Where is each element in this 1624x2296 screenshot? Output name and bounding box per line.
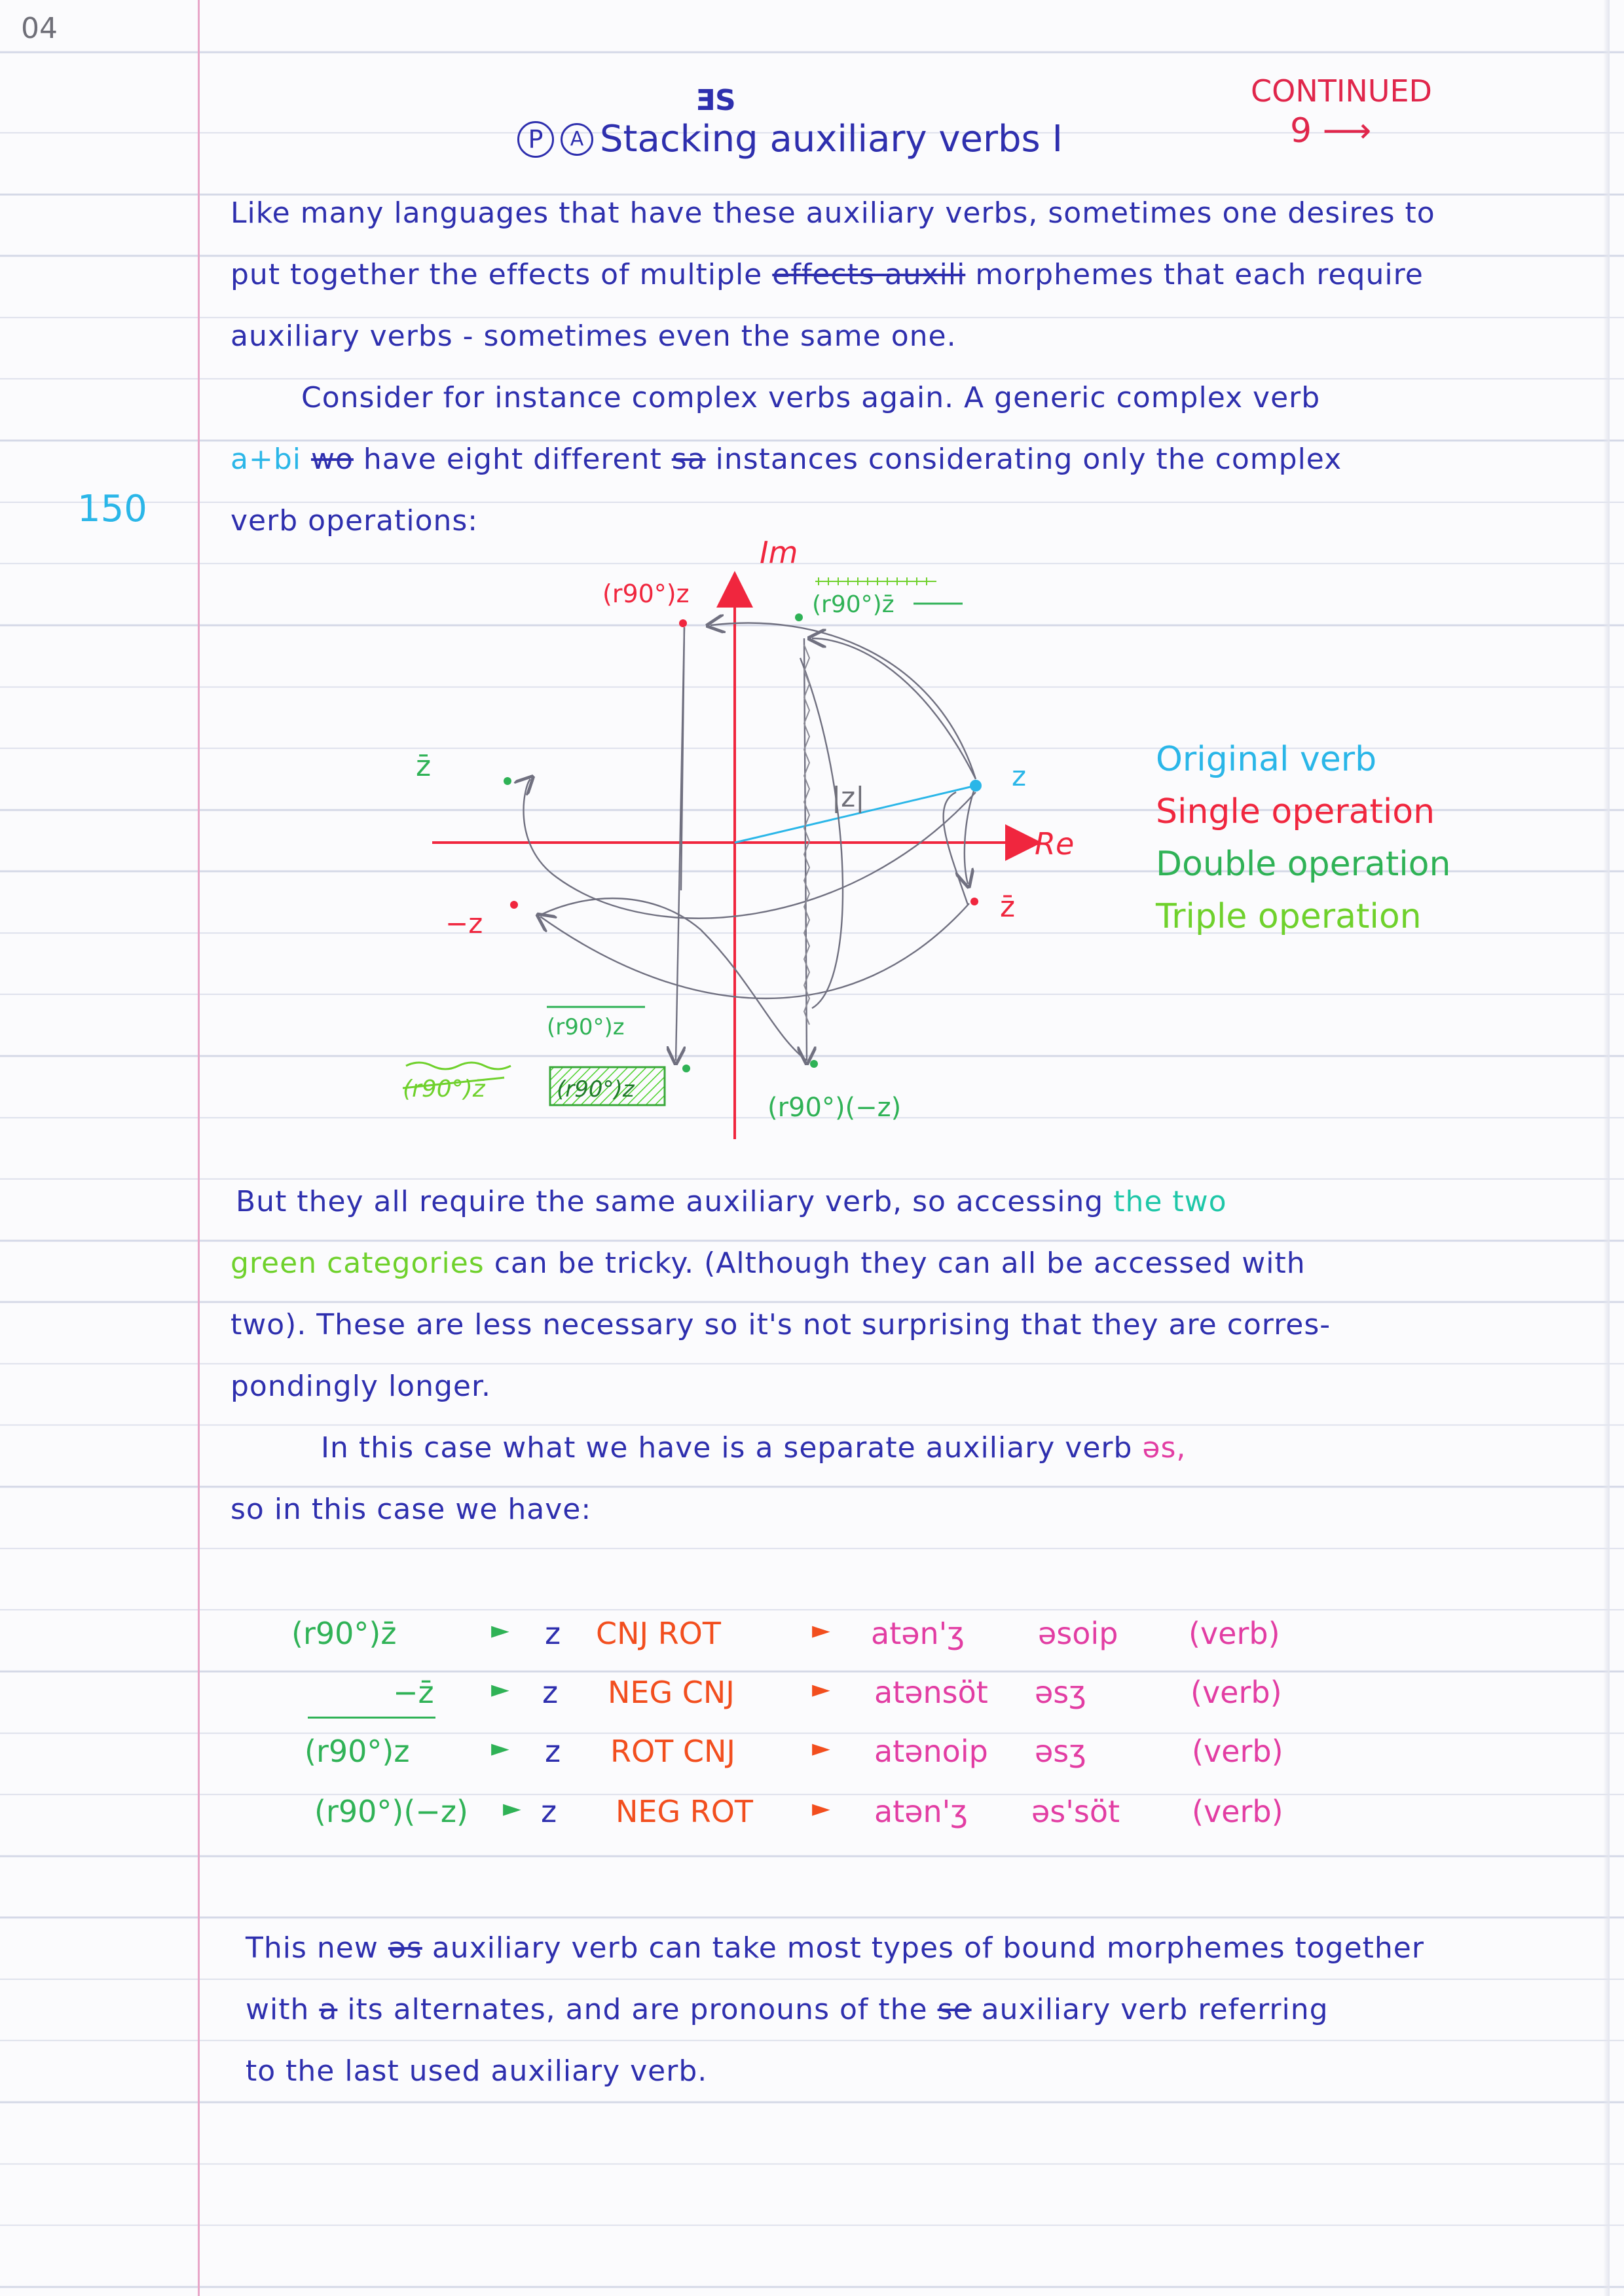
legend-double: Double operation	[1156, 845, 1451, 884]
para3-line-2	[246, 1993, 1329, 2026]
label-r90z-boxed: (r90°)z	[557, 1076, 635, 1102]
legend-original: Original verb	[1156, 740, 1377, 779]
row-4-ops: NEG ROT	[616, 1794, 754, 1829]
axis-re-label: Re	[1035, 826, 1075, 862]
row-4-z: z	[541, 1794, 557, 1829]
para3-line-2-b: its alternates, and are pronouns of the	[347, 1993, 928, 2026]
para2-line-4: pondingly longer.	[231, 1370, 492, 1403]
row-2-arrow-icon: ►	[491, 1676, 509, 1703]
green-categories: green categories	[231, 1247, 485, 1280]
continued-label: CONTINUED	[1251, 73, 1432, 109]
continued-page: 9	[1290, 111, 1312, 151]
point-r90z-bottom	[682, 1065, 690, 1072]
row-1-z: z	[545, 1616, 561, 1651]
row-4-verb: (verb)	[1192, 1794, 1283, 1829]
badge-a: A	[561, 123, 593, 156]
para3-line-1-b: auxiliary verb can take most types of bound morphemes together	[432, 1931, 1424, 1965]
para3-line-3: to the last used auxiliary verb.	[246, 2054, 708, 2088]
para3-line-1-a: This new	[246, 1931, 378, 1965]
margin-note: 150	[77, 488, 147, 530]
row-2-z: z	[542, 1675, 559, 1710]
label-z: z	[1012, 760, 1027, 792]
page-number: 04	[21, 12, 58, 45]
para2-line-5-a: In this case what we have is a separate auxiliary verb	[321, 1431, 1133, 1465]
row-3-aux: əsʒ	[1035, 1734, 1086, 1769]
intro-line-5-b: instances considerating only the complex	[715, 443, 1342, 476]
row-3-expr: (r90°)z	[304, 1734, 410, 1769]
point-zbar-left	[504, 777, 511, 785]
para3-line-1	[246, 1931, 1424, 1965]
legend-triple: Triple operation	[1156, 897, 1422, 936]
badge-p: P	[517, 121, 554, 158]
para2-line-1-b: the two	[1113, 1185, 1227, 1218]
point-zbar	[970, 898, 978, 905]
para2-line-5	[321, 1431, 1186, 1465]
para3-line-2-struck2: se	[937, 1993, 972, 2026]
row-3-ops: ROT CNJ	[610, 1734, 735, 1769]
row-1-arrow-icon: ►	[491, 1617, 509, 1644]
point-r90z	[679, 619, 687, 627]
row-1-verb: (verb)	[1189, 1616, 1280, 1651]
row-1-ops: CNJ ROT	[596, 1616, 721, 1651]
label-r90z-over: (r90°)z	[547, 1014, 625, 1040]
row-2-verb: (verb)	[1190, 1675, 1282, 1710]
row-2-expr: −z̄	[393, 1675, 434, 1710]
row-4-word: atən'ʒ	[874, 1794, 968, 1829]
row-1-word: atən'ʒ	[871, 1616, 965, 1651]
row-3-z: z	[545, 1734, 561, 1769]
row-4-arrow-icon: ►	[503, 1795, 521, 1822]
row-2-ops: NEG CNJ	[608, 1675, 735, 1710]
row-2-arrow2-icon: ►	[812, 1676, 830, 1703]
para3-line-2-c: auxiliary verb referring	[981, 1993, 1329, 2026]
para3-line-1-struck: əs	[388, 1931, 422, 1965]
point-neg-z	[510, 901, 518, 909]
complex-term: a+bi	[231, 443, 301, 476]
label-r90z: (r90°)z	[602, 579, 690, 608]
intro-line-5-a: have eight different	[363, 443, 662, 476]
continued-arrow-icon: ⟶	[1322, 111, 1372, 151]
label-zbar-left: z̄	[416, 750, 432, 783]
para2-line-3: two). These are less necessary so it's not surprising that they are corres-	[231, 1308, 1331, 1341]
title-text: Stacking auxiliary verbs I	[600, 118, 1063, 160]
row-2-word: atənsöt	[874, 1675, 988, 1710]
intro-line-2-a: put together the effects of multiple	[231, 258, 763, 291]
para3-line-2-struck: a	[319, 1993, 338, 2026]
struck-word-2: sa	[671, 443, 706, 476]
label-r90zbar-lime: (r90°)z̄	[403, 1076, 485, 1102]
label-r90negz: (r90°)(−z)	[767, 1093, 902, 1123]
row-4-aux: əs'söt	[1031, 1794, 1120, 1829]
axis-im-label: Im	[760, 535, 798, 570]
row-3-arrow2-icon: ►	[812, 1735, 830, 1762]
label-r90zbar-top: (r90°)z̄	[812, 591, 895, 618]
header-glyph: ƎS	[695, 84, 736, 117]
label-r90zbar-lime-scribble	[406, 1063, 511, 1069]
row-1-aux: əsoip	[1038, 1616, 1118, 1651]
row-2-overline	[308, 1717, 435, 1719]
para2-line-2	[231, 1247, 1306, 1280]
label-neg-z: −z	[445, 907, 483, 939]
para2-line-1	[236, 1185, 1227, 1218]
row-3-verb: (verb)	[1192, 1734, 1283, 1769]
point-r90zbar-top	[795, 613, 803, 621]
intro-line-4: Consider for instance complex verbs again. A generic complex verb	[301, 381, 1321, 414]
label-r90zbar-top-hatch	[815, 577, 936, 585]
para2-line-2-b: can be tricky. (Although they can all be accessed with	[494, 1247, 1306, 1280]
legend-single: Single operation	[1156, 792, 1435, 831]
abs-label: |z|	[832, 781, 865, 813]
point-z	[970, 780, 982, 792]
point-r90negz	[810, 1060, 818, 1068]
row-3-arrow-icon: ►	[491, 1735, 509, 1762]
intro-line-1: Like many languages that have these auxiliary verbs, sometimes one desires to	[231, 196, 1435, 230]
intro-line-6: verb operations:	[231, 504, 479, 538]
row-1-arrow2-icon: ►	[812, 1617, 830, 1644]
aux-verb-es: əs,	[1142, 1431, 1187, 1465]
para3-line-2-a: with	[246, 1993, 310, 2026]
row-3-word: atənoip	[874, 1734, 988, 1769]
intro-line-3: auxiliary verbs - sometimes even the same one.	[231, 319, 957, 353]
diagram-legend	[1156, 740, 1450, 936]
label-zbar: z̄	[1000, 890, 1016, 924]
row-4-expr: (r90°)(−z)	[314, 1794, 468, 1829]
row-4-arrow2-icon: ►	[812, 1795, 830, 1822]
intro-line-2-b: morphemes that each require	[975, 258, 1424, 291]
struck-word-1: wo	[310, 443, 354, 476]
para2-line-1-a: But they all require the same auxiliary verb, so accessing	[236, 1185, 1104, 1218]
row-1-expr: (r90°)z̄	[291, 1616, 397, 1651]
intro-line-2-struck: effects auxili	[772, 258, 966, 291]
row-2-aux: əsʒ	[1035, 1675, 1086, 1710]
para2-line-6: so in this case we have:	[231, 1493, 592, 1526]
